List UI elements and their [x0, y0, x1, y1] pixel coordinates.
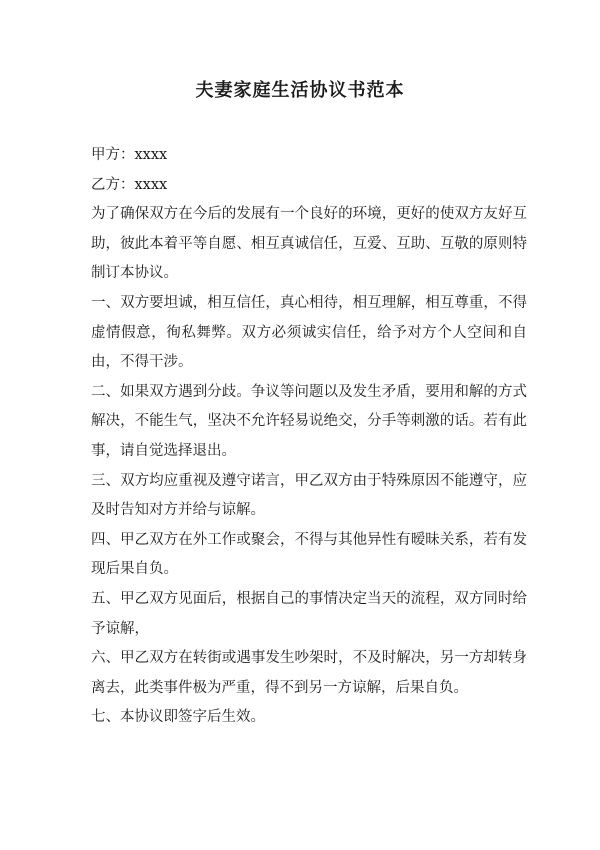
preamble-paragraph: 为了确保双方在今后的发展有一个良好的环境，更好的使双方友好互助，彼此本着平等自愿、相互真诚信任，互爱、互助、互敬的原则特制订本协议。 [91, 206, 527, 282]
clause-4-paragraph: 四、甲乙双方在外工作或聚会，不得与其他异性有暧昧关系，若有发现后果自负。 [91, 531, 527, 578]
clause-1-paragraph: 一、双方要坦诚，相互信任，真心相待，相互理解，相互尊重，不得虚情假意，徇私舞弊。双方必须诚实信任，给予对方个人空间和自由，不得干涉。 [91, 294, 527, 371]
party-a-line: 甲方：xxxx [91, 147, 168, 163]
document-title: 夫妻家庭生活协议书范本 [195, 80, 405, 101]
party-b-line: 乙方：xxxx [91, 176, 168, 193]
clause-5-paragraph: 五、甲乙双方见面后，根据自己的事情决定当天的流程，双方同时给予谅解， [91, 590, 527, 637]
document-body [91, 141, 527, 733]
clause-7-paragraph: 七、本协议即签字后生效。 [91, 709, 265, 726]
clause-6-paragraph: 六、甲乙双方在转街或遇事发生吵架时，不及时解决，另一方却转身离去，此类事件极为严重，得不到另一方谅解，后果自负。 [91, 650, 527, 696]
clause-3-paragraph: 三、双方均应重视及遵守诺言，甲乙双方由于特殊原因不能遵守，应及时告知对方并给与谅解。 [91, 472, 527, 519]
clause-2-paragraph: 二、如果双方遇到分歧。争议等问题以及发生矛盾，要用和解的方式解决，不能生气，坚决不允许轻易说绝交，分手等刺激的话。若有此事，请自觉选择退出。 [91, 383, 527, 459]
